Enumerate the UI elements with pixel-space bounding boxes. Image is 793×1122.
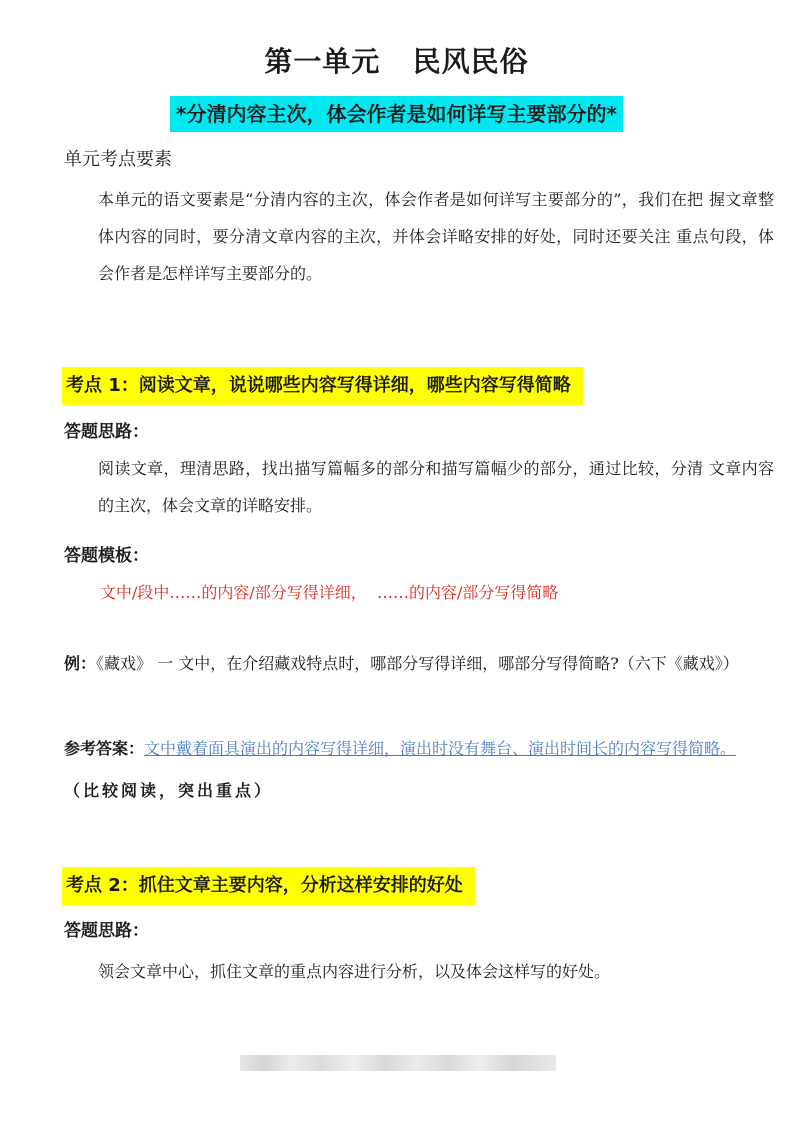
example-label: 例：: [64, 654, 97, 673]
answer-note: （比较阅读，突出重点）: [64, 781, 274, 800]
point1-answer: [64, 728, 744, 812]
answer-label: 参考答案：: [64, 739, 145, 758]
unit-subtitle: *分清内容主次，体会作者是如何详写主要部分的*: [170, 96, 623, 132]
subtitle-container: [0, 96, 793, 132]
point2-approach-text: 领会文章中心，抓住文章的重点内容进行分析，以及体会这样写的好处。: [98, 962, 611, 981]
point2-approach-label: 答题思路：: [64, 921, 149, 941]
blurred-footer-watermark: [240, 1055, 556, 1071]
point1-heading: 考点 1：阅读文章，说说哪些内容写得详细，哪些内容写得简略: [62, 367, 583, 405]
example-text: 《藏戏》 一 文中，在介绍藏戏特点时，哪部分写得详细，哪部分写得简略?（六下《藏戏》）: [96, 654, 739, 673]
page-title: 第一单元 民风民俗: [264, 45, 529, 78]
elements-heading: 单元考点要素: [64, 149, 172, 170]
point1-approach-label: 答题思路：: [64, 422, 149, 442]
point1-template-label: 答题模板：: [64, 546, 149, 566]
point2-heading: 考点 2：抓住文章主要内容，分析这样安排的好处: [62, 867, 475, 905]
point1-template-text: 文中/段中……的内容/部分写得详细， ……的内容/部分写得简略: [100, 583, 559, 602]
point1-approach-text: 阅读文章，理清思路，找出描写篇幅多的部分和描写篇幅少的部分，通过比较，分清 文章内容的主次，体会文章的详略安排。: [98, 459, 774, 515]
intro-paragraph: 本单元的语文要素是“分清内容的主次，体会作者是如何详写主要部分的”，我们在把 握文章整体内容的同时，要分清文章内容的主次，并体会详略安排的好处，同时还要关注 重点句段，体会作者是怎样详写主要部分的。: [98, 190, 774, 283]
point1-example: [64, 644, 740, 684]
answer-text: 文中戴着面具演出的内容写得详细，演出时没有舞台、演出时间长的内容写得简略。: [144, 739, 737, 758]
